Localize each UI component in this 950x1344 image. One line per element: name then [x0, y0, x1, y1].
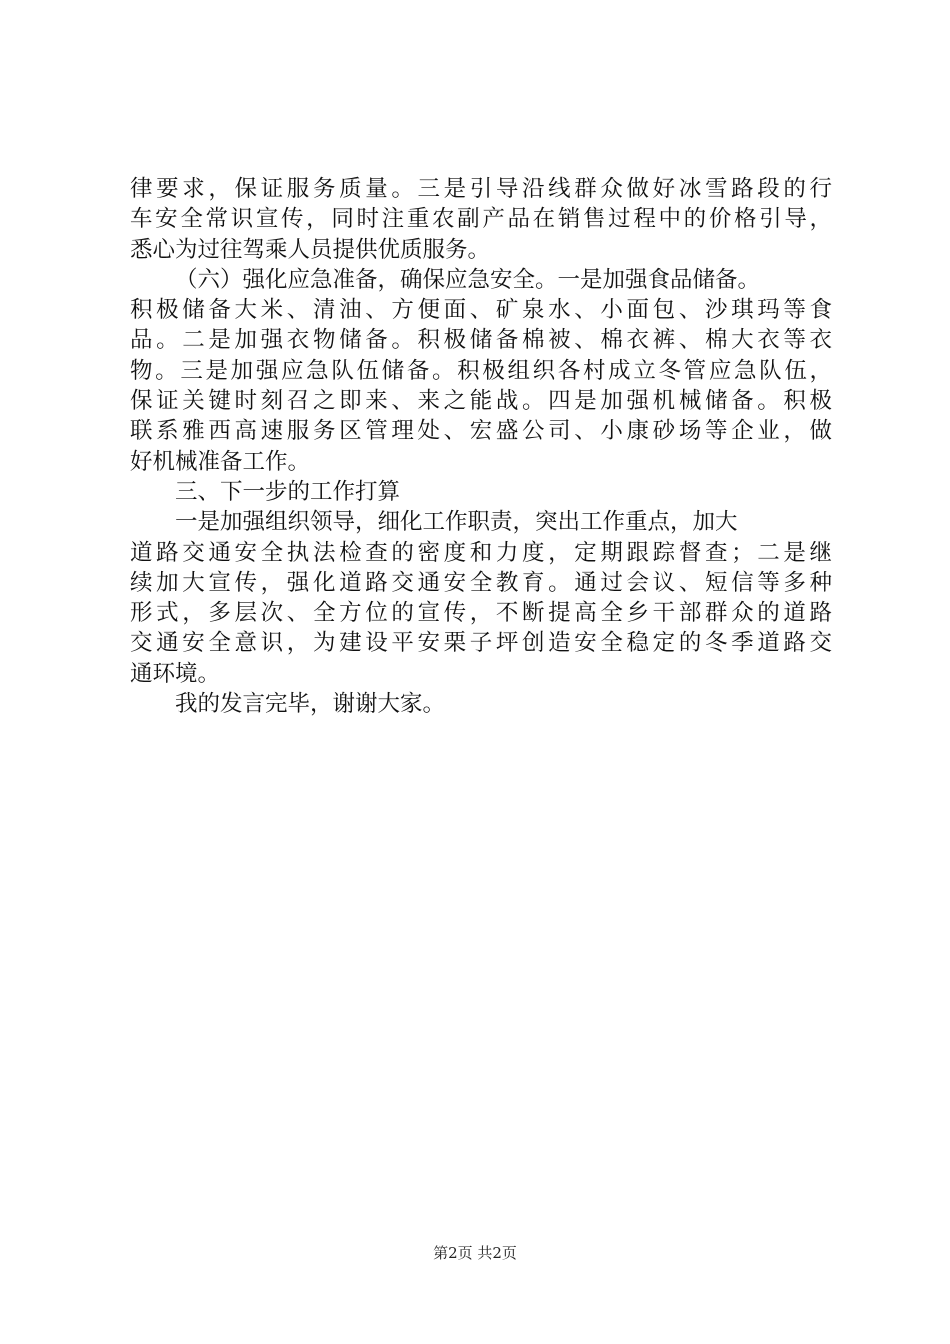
paragraph-first-line: 一是加强组织领导，细化工作职责，突出工作重点，加大 [175, 509, 738, 536]
text-line: 积极储备大米、清油、方便面、矿泉水、小面包、沙琪玛等食 [130, 297, 832, 324]
text-line: 道路交通安全执法检查的密度和力度，定期跟踪督查；二是继 [130, 539, 832, 566]
text-line: 品。二是加强衣物储备。积极储备棉被、棉衣裤、棉大衣等衣 [130, 327, 832, 354]
text-line: 通环境。 [130, 660, 221, 687]
text-line: 律要求，保证服务质量。三是引导沿线群众做好冰雪路段的行 [130, 176, 832, 202]
text-line: 好机械准备工作。 [130, 448, 311, 475]
text-line: 交通安全意识，为建设平安栗子坪创造安全稳定的冬季道路交 [130, 630, 832, 657]
section-heading: 三、下一步的工作打算 [175, 478, 401, 505]
text-line: 悉心为过往驾乘人员提供优质服务。 [130, 236, 491, 263]
paragraph-first-line: （六）强化应急准备，确保应急安全。一是加强食品储备。 [175, 266, 761, 293]
text-line: 联系雅西高速服务区管理处、宏盛公司、小康砂场等企业，做 [130, 418, 832, 445]
closing-line: 我的发言完毕，谢谢大家。 [175, 691, 446, 718]
text-line: 续加大宣传，强化道路交通安全教育。通过会议、短信等多种 [130, 569, 832, 596]
document-body [130, 174, 832, 719]
text-line: 车安全常识宣传，同时注重农副产品在销售过程中的价格引导， [130, 206, 832, 233]
text-line: 形式，多层次、全方位的宣传，不断提高全乡干部群众的道路 [130, 600, 832, 627]
text-line: 物。三是加强应急队伍储备。积极组织各村成立冬管应急队伍， [130, 357, 832, 384]
text-line: 保证关键时刻召之即来、来之能战。四是加强机械储备。积极 [130, 388, 832, 415]
page-number-footer: 第2页 共2页 [433, 1244, 517, 1262]
